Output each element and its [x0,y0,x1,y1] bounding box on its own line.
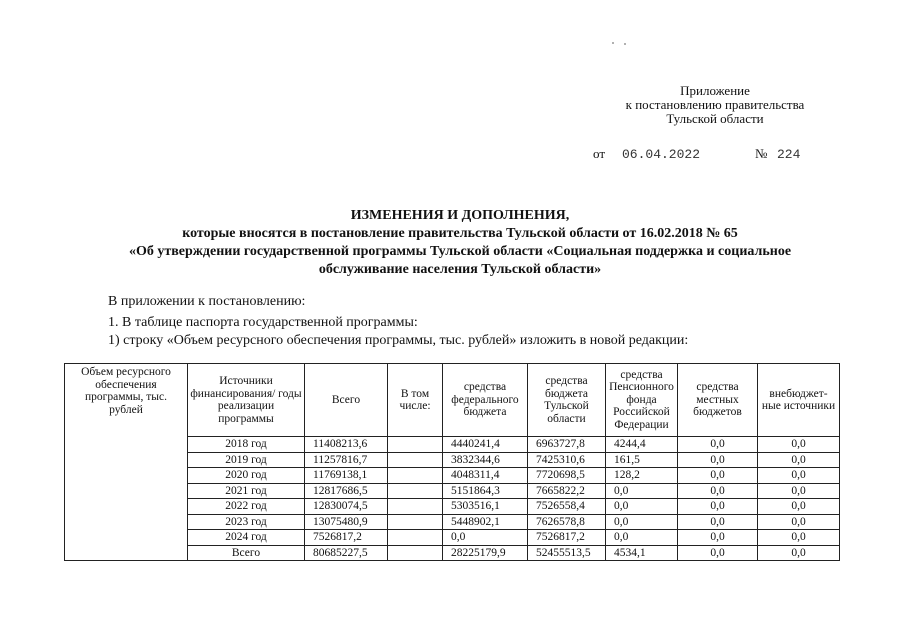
total-cell: 12830074,5 [305,499,388,515]
pension-cell: 4534,1 [606,545,678,561]
header-including: В том числе: [388,364,443,437]
heading-title: ИЗМЕНЕНИЯ И ДОПОЛНЕНИЯ, [350,208,570,223]
date-from-label: от [593,146,606,161]
year-cell: 2018 год [188,437,305,453]
local-cell: 0,0 [678,452,758,468]
year-cell: Всего [188,545,305,561]
total-cell: 80685227,5 [305,545,388,561]
including-cell [388,452,443,468]
including-cell [388,468,443,484]
federal-cell: 3832344,6 [443,452,528,468]
row-label-cell: Объем ресурсного обеспечения программы, тыс. рублей [65,364,188,561]
document-date: 06.04.2022 [622,147,701,162]
heading-line: «Об утверждении государственной программы Тульской области «Социальная поддержка и социальное [128,244,792,259]
regional-cell: 7526817,2 [528,530,606,546]
header-extra: внебюджет-ные источники [758,364,840,437]
resource-table [64,363,840,561]
total-cell: 12817686,5 [305,483,388,499]
table-header-row [65,364,840,437]
including-cell [388,437,443,453]
including-cell [388,499,443,515]
pension-cell: 0,0 [606,483,678,499]
header-regional: средства бюджета Тульской области [528,364,606,437]
federal-cell: 0,0 [443,530,528,546]
total-cell: 11408213,6 [305,437,388,453]
total-cell: 11257816,7 [305,452,388,468]
pension-cell: 0,0 [606,499,678,515]
header-sources: Источники финансирования/ годы реализации программы [188,364,305,437]
extra-cell: 0,0 [758,468,840,484]
extra-cell: 0,0 [758,545,840,561]
year-cell: 2023 год [188,514,305,530]
local-cell: 0,0 [678,530,758,546]
document-heading [60,207,860,279]
appendix-block [560,84,870,126]
extra-cell: 0,0 [758,514,840,530]
federal-cell: 28225179,9 [443,545,528,561]
pension-cell: 0,0 [606,530,678,546]
federal-cell: 4048311,4 [443,468,528,484]
regional-cell: 6963727,8 [528,437,606,453]
year-cell: 2021 год [188,483,305,499]
federal-cell: 5151864,3 [443,483,528,499]
total-cell: 7526817,2 [305,530,388,546]
extra-cell: 0,0 [758,483,840,499]
regional-cell: 7425310,6 [528,452,606,468]
paragraph: 1) строку «Объем ресурсного обеспечения программы, тыс. рублей» изложить в новой редакции: [108,333,689,348]
including-cell [388,514,443,530]
pension-cell: 4244,4 [606,437,678,453]
extra-cell: 0,0 [758,452,840,468]
number-label: № [755,146,768,161]
local-cell: 0,0 [678,468,758,484]
year-cell: 2019 год [188,452,305,468]
pension-cell: 128,2 [606,468,678,484]
appendix-line: Тульской области [666,111,764,126]
scan-speck [624,43,626,45]
appendix-line: к постановлению правительства [625,97,805,112]
appendix-title: Приложение [680,83,750,98]
year-cell: 2020 год [188,468,305,484]
local-cell: 0,0 [678,514,758,530]
header-total: Всего [305,364,388,437]
pension-cell: 161,5 [606,452,678,468]
paragraph: В приложении к постановлению: [108,294,306,309]
extra-cell: 0,0 [758,437,840,453]
header-federal: средства федерального бюджета [443,364,528,437]
extra-cell: 0,0 [758,530,840,546]
federal-cell: 5303516,1 [443,499,528,515]
including-cell [388,545,443,561]
regional-cell: 7665822,2 [528,483,606,499]
paragraph: 1. В таблице паспорта государственной программы: [108,315,418,330]
federal-cell: 5448902,1 [443,514,528,530]
regional-cell: 7526558,4 [528,499,606,515]
year-cell: 2022 год [188,499,305,515]
scan-speck [612,42,614,44]
regional-cell: 52455513,5 [528,545,606,561]
regional-cell: 7626578,8 [528,514,606,530]
year-cell: 2024 год [188,530,305,546]
including-cell [388,483,443,499]
local-cell: 0,0 [678,499,758,515]
regional-cell: 7720698,5 [528,468,606,484]
total-cell: 11769138,1 [305,468,388,484]
local-cell: 0,0 [678,483,758,499]
heading-line: которые вносятся в постановление правительства Тульской области от 16.02.2018 № 65 [182,226,738,241]
pension-cell: 0,0 [606,514,678,530]
header-pension: средства Пенсионного фонда Российской Федерации [606,364,678,437]
header-local: средства местных бюджетов [678,364,758,437]
local-cell: 0,0 [678,545,758,561]
document-number: 224 [777,147,801,162]
total-cell: 13075480,9 [305,514,388,530]
extra-cell: 0,0 [758,499,840,515]
heading-line: обслуживание населения Тульской области» [318,262,602,277]
local-cell: 0,0 [678,437,758,453]
federal-cell: 4440241,4 [443,437,528,453]
including-cell [388,530,443,546]
